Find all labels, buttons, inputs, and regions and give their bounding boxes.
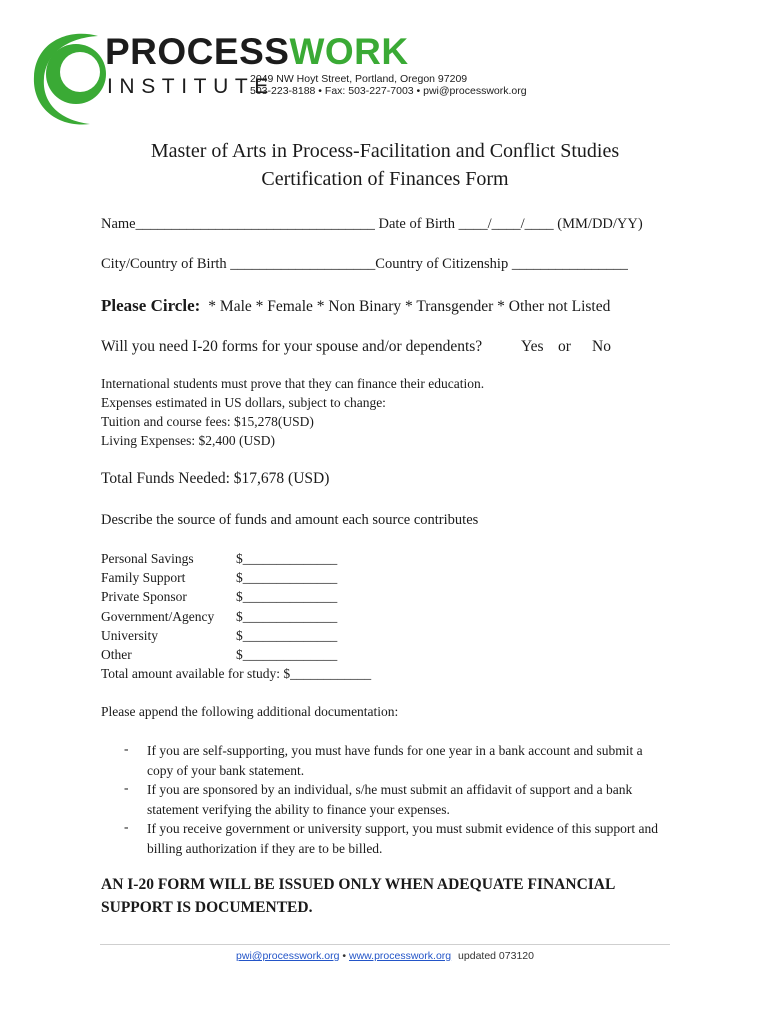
source-amount-field[interactable]: $______________ [236, 551, 338, 566]
source-label: Other [101, 647, 132, 662]
i20-no-option[interactable]: No [592, 338, 611, 355]
page-subtitle: Certification of Finances Form [261, 168, 509, 190]
bullet-dash: - [124, 780, 129, 795]
describe-sources: Describe the source of funds and amount each source contributes [101, 512, 479, 528]
source-amount-field[interactable]: $______________ [236, 647, 338, 662]
source-amount-field[interactable]: $______________ [236, 609, 338, 624]
total-funds-needed: Total Funds Needed: $17,678 (USD) [101, 470, 330, 487]
append-instructions: Please append the following additional documentation: [101, 704, 399, 719]
source-label: Private Sponsor [101, 589, 187, 604]
name-dob-field[interactable]: Name_________________________________ Date of Birth ____/____/____ (MM/DD/YY) [101, 216, 643, 232]
bullet-dash: - [124, 819, 129, 834]
info-line: International students must prove that they can finance their education. [101, 376, 485, 391]
info-living: Living Expenses: $2,400 (USD) [101, 433, 275, 448]
source-label: Personal Savings [101, 551, 194, 566]
birth-citizenship-field[interactable]: City/Country of Birth ____________________Country of Citizenship ________________ [101, 256, 628, 272]
i20-or-text: or [558, 338, 571, 355]
footer-divider [100, 944, 670, 945]
header-address: 2049 NW Hoyt Street, Portland, Oregon 97209 [250, 73, 468, 85]
footer-separator: • [339, 950, 349, 962]
bullet-dash: - [124, 741, 129, 756]
footer-email-link[interactable]: pwi@processwork.org [236, 950, 340, 962]
notice-line: SUPPORT IS DOCUMENTED. [101, 899, 313, 916]
source-amount-field[interactable]: $______________ [236, 628, 338, 643]
total-available-field[interactable]: Total amount available for study: $____________ [101, 666, 372, 681]
bullet-text: If you are self-supporting, you must have funds for one year in a bank account and submit a copy of your bank statement. [147, 743, 643, 778]
logo-word-process: PROCESS [105, 31, 290, 72]
info-line: Expenses estimated in US dollars, subject to change: [101, 395, 386, 410]
info-tuition: Tuition and course fees: $15,278(USD) [101, 414, 314, 429]
gender-label: Please Circle: [101, 296, 201, 315]
bullet-text: If you receive government or university support, you must submit evidence of this support and billing authorization if they are to be billed. [147, 821, 659, 856]
i20-question: Will you need I-20 forms for your spouse and/or dependents? [101, 338, 483, 355]
i20-yes-option[interactable]: Yes [521, 338, 544, 355]
source-label: Government/Agency [101, 609, 215, 624]
header-contact: 503-223-8188 • Fax: 503-227-7003 • pwi@processwork.org [250, 85, 527, 97]
gender-options[interactable]: * Male * Female * Non Binary * Transgender * Other not Listed [208, 298, 611, 315]
source-label: University [101, 628, 158, 643]
notice-line: AN I-20 FORM WILL BE ISSUED ONLY WHEN ADEQUATE FINANCIAL [101, 876, 616, 893]
page-title: Master of Arts in Process-Facilitation and Conflict Studies [150, 140, 620, 162]
logo-circle-icon [28, 28, 112, 128]
footer-updated: updated 073120 [458, 950, 534, 962]
logo-process-work [105, 33, 409, 70]
gender-circle-row [101, 296, 610, 316]
bullet-text: If you are sponsored by an individual, s/he must submit an affidavit of support and a bank statement verifying the ability to finance your expenses. [147, 782, 633, 817]
logo-word-work: WORK [289, 31, 409, 72]
source-amount-field[interactable]: $______________ [236, 589, 338, 604]
source-amount-field[interactable]: $______________ [236, 570, 338, 585]
footer-website-link[interactable]: www.processwork.org [349, 950, 452, 962]
footer [0, 950, 770, 962]
logo-word-institute: INSTITUTE [107, 75, 275, 98]
source-label: Family Support [101, 570, 186, 585]
